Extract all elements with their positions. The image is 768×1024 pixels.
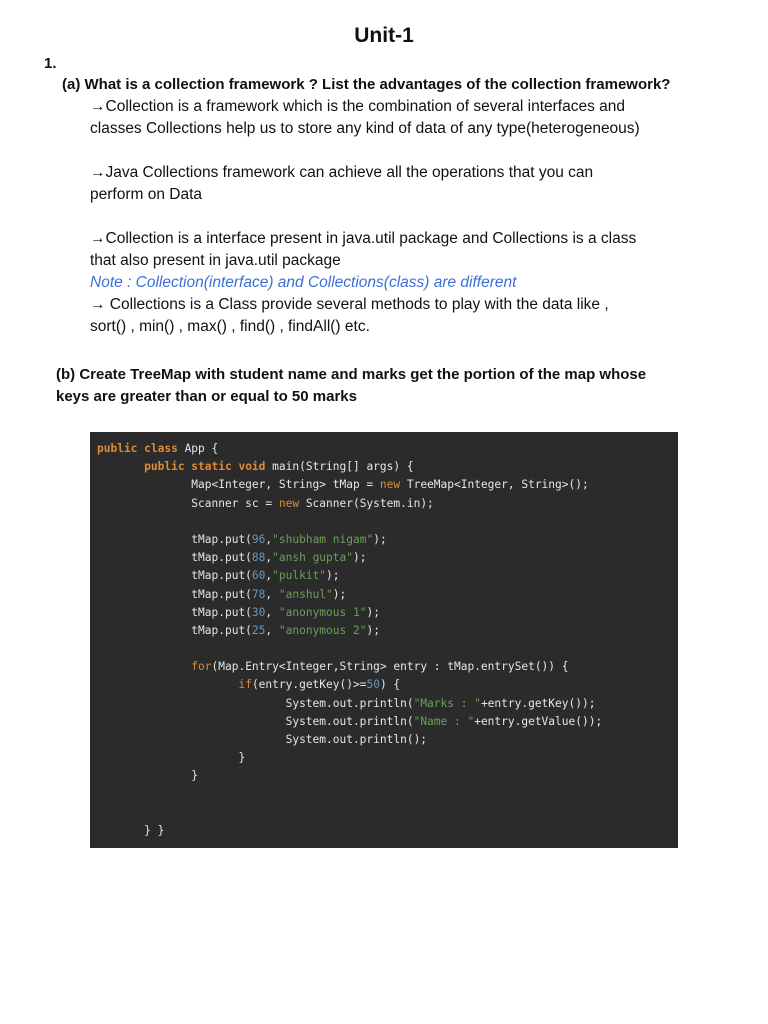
code-token: 78: [251, 587, 266, 601]
code-token: "anonymous 2": [278, 623, 367, 637]
code-token: public static void: [144, 460, 266, 474]
code-line: [97, 458, 678, 476]
code-line: [97, 749, 678, 767]
code-token: 30: [251, 605, 266, 619]
code-line: [97, 495, 678, 513]
code-block: [90, 432, 678, 848]
code-token: "pulkit": [272, 569, 327, 583]
question-b-heading: [56, 364, 736, 408]
code-token: 50: [366, 678, 380, 692]
code-token: [97, 460, 144, 473]
code-token: Scanner(System.in);: [299, 496, 434, 510]
code-token: for: [191, 660, 212, 674]
code-line: [97, 640, 678, 658]
heading-line: keys are greater than or equal to 50 marks: [56, 388, 357, 405]
code-token: new: [379, 478, 401, 492]
code-token: Scanner sc =: [97, 496, 279, 510]
code-token: ,: [265, 605, 279, 619]
code-token: +entry.getKey());: [480, 696, 596, 710]
code-token: tMap.put(: [97, 532, 252, 546]
code-token: (Map.Entry<Integer,String> entry : tMap.entrySet()) {: [211, 660, 569, 674]
code-token: [97, 660, 191, 673]
answer-paragraph-1: [90, 96, 730, 140]
code-token: [97, 678, 238, 691]
text-line: perform on Data: [90, 186, 202, 203]
code-token: 88: [251, 551, 266, 565]
code-token: ,: [265, 623, 279, 637]
code-token: ) {: [379, 678, 401, 692]
code-line: [97, 786, 678, 804]
code-line: [97, 531, 678, 549]
code-token: public class: [97, 442, 178, 455]
code-token: (entry.getKey()>=: [251, 678, 367, 692]
text-line: →Collection is a framework which is the combination of several interfaces and: [90, 98, 625, 115]
code-token: TreeMap<Integer, String>();: [400, 478, 589, 492]
code-token: +entry.getValue());: [474, 714, 603, 728]
code-token: System.out.println();: [97, 733, 428, 746]
text-line: →Java Collections framework can achieve all the operations that you can: [90, 164, 594, 181]
code-line: [97, 604, 678, 622]
code-line: [97, 622, 678, 640]
question-number: 1.: [44, 55, 57, 72]
code-token: System.out.println(: [97, 714, 414, 728]
code-token: );: [326, 569, 340, 583]
code-token: tMap.put(: [97, 569, 252, 583]
code-line: [97, 586, 678, 604]
code-token: );: [373, 532, 387, 546]
code-line: [97, 804, 678, 822]
code-line: [97, 658, 678, 676]
code-token: 60: [251, 569, 266, 583]
code-token: 25: [251, 623, 266, 637]
code-token: if: [238, 678, 252, 692]
text-line: → Collections is a Class provide several methods to play with the data like ,: [90, 296, 609, 313]
code-token: ,: [265, 569, 273, 583]
code-token: "shubham nigam": [272, 532, 374, 546]
code-line: [97, 476, 678, 494]
page-title: Unit-1: [354, 24, 414, 47]
code-token: tMap.put(: [97, 551, 252, 565]
heading-line: (b) Create TreeMap with student name and marks get the portion of the map whose: [56, 366, 647, 383]
text-line: sort() , min() , max() , find() , findAll() etc.: [90, 318, 370, 335]
code-line: [97, 513, 678, 531]
code-line: [97, 549, 678, 567]
code-line: [97, 822, 678, 840]
code-line: [97, 767, 678, 785]
code-token: }: [97, 751, 246, 765]
note-text: Note : Collection(interface) and Collections(class) are different: [90, 274, 517, 291]
code-token: } }: [97, 823, 165, 837]
code-token: tMap.put(: [97, 623, 252, 637]
code-line: [97, 713, 678, 731]
code-token: }: [97, 769, 199, 783]
answer-paragraph-2: [90, 162, 730, 206]
code-line: [97, 695, 678, 713]
code-token: );: [366, 623, 380, 637]
code-token: ,: [265, 587, 279, 601]
code-token: "anshul": [278, 587, 333, 601]
text-line: classes Collections help us to store any kind of data of any type(heterogeneous): [90, 120, 640, 137]
code-token: tMap.put(: [97, 587, 252, 601]
code-token: System.out.println(: [97, 696, 414, 710]
code-token: main(String[] args) {: [265, 460, 414, 474]
code-token: new: [278, 496, 300, 510]
code-token: "Name : ": [413, 714, 475, 728]
code-token: App {: [177, 442, 219, 455]
code-token: "Marks : ": [413, 696, 481, 710]
code-line: [97, 567, 678, 585]
code-token: );: [366, 605, 380, 619]
code-line: [97, 731, 678, 749]
code-token: "anonymous 1": [278, 605, 367, 619]
code-token: ,: [265, 551, 273, 565]
code-token: 96: [251, 532, 266, 546]
code-token: ,: [265, 532, 273, 546]
code-line: [97, 440, 678, 458]
code-token: );: [352, 551, 367, 565]
text-line: →Collection is a interface present in java.util package and Collections is a class: [90, 230, 637, 247]
code-token: tMap.put(: [97, 605, 252, 619]
code-token: );: [332, 587, 347, 601]
question-a-heading: (a) What is a collection framework ? List the advantages of the collection framework?: [62, 76, 671, 93]
answer-paragraph-3: [90, 228, 730, 338]
code-token: Map<Integer, String> tMap =: [97, 478, 380, 492]
code-line: [97, 676, 678, 694]
text-line: that also present in java.util package: [90, 252, 341, 269]
code-token: "ansh gupta": [272, 551, 353, 565]
